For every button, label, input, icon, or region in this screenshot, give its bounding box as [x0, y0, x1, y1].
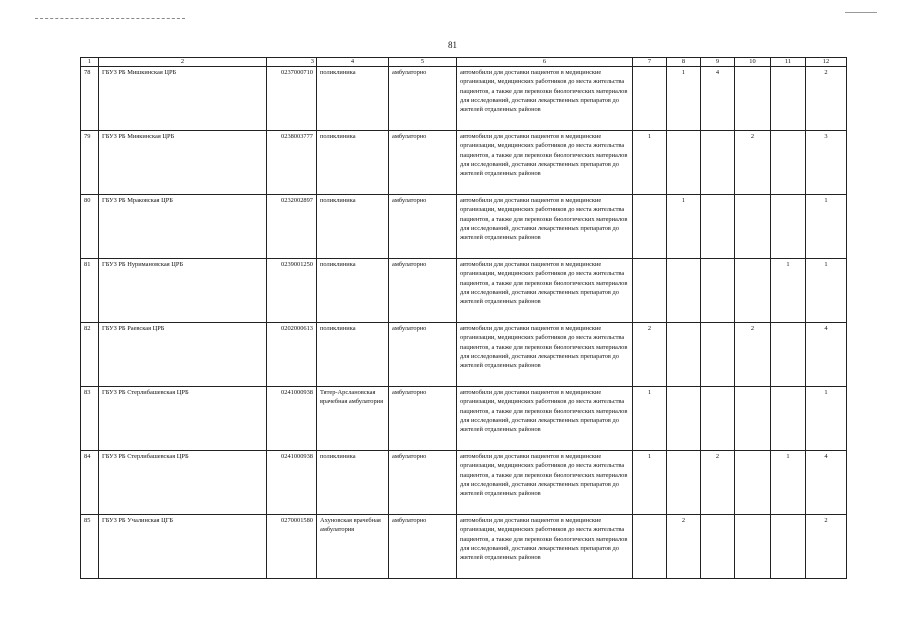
vehicle-purpose: автомобили для доставки пациентов в медицинские организации, медицинских работников до места жительства пациентов, а также для перевозки биологических материалов для исследований, доставки лекарственных препаратов до жителей отдаленных районов — [457, 323, 633, 387]
subdivision-name: поликлиника — [317, 195, 389, 259]
organization-code: 0202000613 — [267, 323, 317, 387]
value-col-9: 2 — [701, 451, 735, 515]
organization-name: ГБУЗ РБ Мраковская ЦРБ — [99, 195, 267, 259]
column-header: 10 — [735, 58, 771, 67]
value-col-12: 3 — [806, 131, 847, 195]
row-number: 81 — [81, 259, 99, 323]
care-condition: амбулаторно — [389, 387, 457, 451]
care-condition: амбулаторно — [389, 451, 457, 515]
value-col-11: 1 — [771, 451, 806, 515]
subdivision-name: Ахуновская врачебная амбулатория — [317, 515, 389, 579]
value-col-10 — [735, 195, 771, 259]
organization-code: 0239001250 — [267, 259, 317, 323]
scan-artifact-line — [35, 18, 185, 20]
value-col-12: 2 — [806, 515, 847, 579]
value-col-11 — [771, 387, 806, 451]
value-col-11 — [771, 195, 806, 259]
organization-code: 0241000938 — [267, 451, 317, 515]
value-col-8 — [667, 387, 701, 451]
care-condition: амбулаторно — [389, 259, 457, 323]
value-col-8: 2 — [667, 515, 701, 579]
value-col-8 — [667, 259, 701, 323]
table-row — [81, 323, 847, 387]
page-number: 81 — [448, 40, 457, 50]
row-number: 85 — [81, 515, 99, 579]
scan-artifact-line — [845, 12, 877, 13]
value-col-11 — [771, 131, 806, 195]
column-header: 8 — [667, 58, 701, 67]
value-col-7: 1 — [633, 451, 667, 515]
table-row — [81, 67, 847, 131]
column-header: 1 — [81, 58, 99, 67]
subdivision-name: поликлиника — [317, 323, 389, 387]
subdivision-name: поликлиника — [317, 259, 389, 323]
column-header: 3 — [267, 58, 317, 67]
value-col-7: 2 — [633, 323, 667, 387]
table-row — [81, 259, 847, 323]
value-col-9: 4 — [701, 67, 735, 131]
column-header: 11 — [771, 58, 806, 67]
vehicle-purpose: автомобили для доставки пациентов в медицинские организации, медицинских работников до места жительства пациентов, а также для перевозки биологических материалов для исследований, доставки лекарственных препаратов до жителей отдаленных районов — [457, 67, 633, 131]
care-condition: амбулаторно — [389, 195, 457, 259]
row-number: 80 — [81, 195, 99, 259]
value-col-10 — [735, 259, 771, 323]
vehicle-purpose: автомобили для доставки пациентов в медицинские организации, медицинских работников до места жительства пациентов, а также для перевозки биологических материалов для исследований, доставки лекарственных препаратов до жителей отдаленных районов — [457, 387, 633, 451]
value-col-8: 1 — [667, 195, 701, 259]
organization-code: 0232002897 — [267, 195, 317, 259]
column-header: 5 — [389, 58, 457, 67]
value-col-11 — [771, 323, 806, 387]
value-col-9 — [701, 131, 735, 195]
care-condition: амбулаторно — [389, 131, 457, 195]
value-col-9 — [701, 195, 735, 259]
organization-name: ГБУЗ РБ Учалинская ЦГБ — [99, 515, 267, 579]
value-col-7 — [633, 67, 667, 131]
value-col-7: 1 — [633, 131, 667, 195]
value-col-12: 2 — [806, 67, 847, 131]
value-col-7 — [633, 515, 667, 579]
value-col-8 — [667, 323, 701, 387]
organization-code: 0270001580 — [267, 515, 317, 579]
row-number: 83 — [81, 387, 99, 451]
organization-name: ГБУЗ РБ Стерлибашевская ЦРБ — [99, 451, 267, 515]
value-col-10: 2 — [735, 131, 771, 195]
value-col-12: 1 — [806, 387, 847, 451]
value-col-12: 1 — [806, 195, 847, 259]
organization-code: 0241000938 — [267, 387, 317, 451]
care-condition: амбулаторно — [389, 323, 457, 387]
value-col-9 — [701, 515, 735, 579]
table-row — [81, 451, 847, 515]
vehicle-purpose: автомобили для доставки пациентов в медицинские организации, медицинских работников до места жительства пациентов, а также для перевозки биологических материалов для исследований, доставки лекарственных препаратов до жителей отдаленных районов — [457, 451, 633, 515]
care-condition: амбулаторно — [389, 67, 457, 131]
value-col-11 — [771, 67, 806, 131]
organization-code: 0237000710 — [267, 67, 317, 131]
table-row — [81, 515, 847, 579]
table-row — [81, 387, 847, 451]
care-condition: амбулаторно — [389, 515, 457, 579]
subdivision-name: поликлиника — [317, 451, 389, 515]
vehicle-purpose: автомобили для доставки пациентов в медицинские организации, медицинских работников до места жительства пациентов, а также для перевозки биологических материалов для исследований, доставки лекарственных препаратов до жителей отдаленных районов — [457, 259, 633, 323]
value-col-10 — [735, 451, 771, 515]
value-col-12: 4 — [806, 323, 847, 387]
value-col-9 — [701, 387, 735, 451]
value-col-9 — [701, 323, 735, 387]
vehicle-purpose: автомобили для доставки пациентов в медицинские организации, медицинских работников до места жительства пациентов, а также для перевозки биологических материалов для исследований, доставки лекарственных препаратов до жителей отдаленных районов — [457, 515, 633, 579]
organization-name: ГБУЗ РБ Мишкинская ЦРБ — [99, 67, 267, 131]
value-col-10: 2 — [735, 323, 771, 387]
row-number: 78 — [81, 67, 99, 131]
column-header: 2 — [99, 58, 267, 67]
value-col-10 — [735, 387, 771, 451]
value-col-11 — [771, 515, 806, 579]
organization-name: ГБУЗ РБ Нуримановская ЦРБ — [99, 259, 267, 323]
vehicle-purpose: автомобили для доставки пациентов в медицинские организации, медицинских работников до места жительства пациентов, а также для перевозки биологических материалов для исследований, доставки лекарственных препаратов до жителей отдаленных районов — [457, 195, 633, 259]
value-col-12: 4 — [806, 451, 847, 515]
organization-name: ГБУЗ РБ Стерлибашевская ЦРБ — [99, 387, 267, 451]
value-col-12: 1 — [806, 259, 847, 323]
table-row — [81, 195, 847, 259]
column-header: 7 — [633, 58, 667, 67]
table-header-row — [81, 58, 847, 67]
subdivision-name: поликлиника — [317, 131, 389, 195]
data-table — [80, 57, 847, 579]
value-col-7 — [633, 259, 667, 323]
table-row — [81, 131, 847, 195]
value-col-8 — [667, 451, 701, 515]
column-header: 4 — [317, 58, 389, 67]
row-number: 84 — [81, 451, 99, 515]
value-col-10 — [735, 67, 771, 131]
column-header: 9 — [701, 58, 735, 67]
column-header: 6 — [457, 58, 633, 67]
value-col-7: 1 — [633, 387, 667, 451]
value-col-10 — [735, 515, 771, 579]
organization-code: 0238003777 — [267, 131, 317, 195]
subdivision-name: Тятер-Арслановская врачебная амбулатория — [317, 387, 389, 451]
value-col-11: 1 — [771, 259, 806, 323]
row-number: 82 — [81, 323, 99, 387]
subdivision-name: поликлиника — [317, 67, 389, 131]
organization-name: ГБУЗ РБ Раевская ЦРБ — [99, 323, 267, 387]
row-number: 79 — [81, 131, 99, 195]
value-col-8: 1 — [667, 67, 701, 131]
organization-name: ГБУЗ РБ Миякинская ЦРБ — [99, 131, 267, 195]
value-col-9 — [701, 259, 735, 323]
value-col-7 — [633, 195, 667, 259]
value-col-8 — [667, 131, 701, 195]
vehicle-purpose: автомобили для доставки пациентов в медицинские организации, медицинских работников до места жительства пациентов, а также для перевозки биологических материалов для исследований, доставки лекарственных препаратов до жителей отдаленных районов — [457, 131, 633, 195]
column-header: 12 — [806, 58, 847, 67]
